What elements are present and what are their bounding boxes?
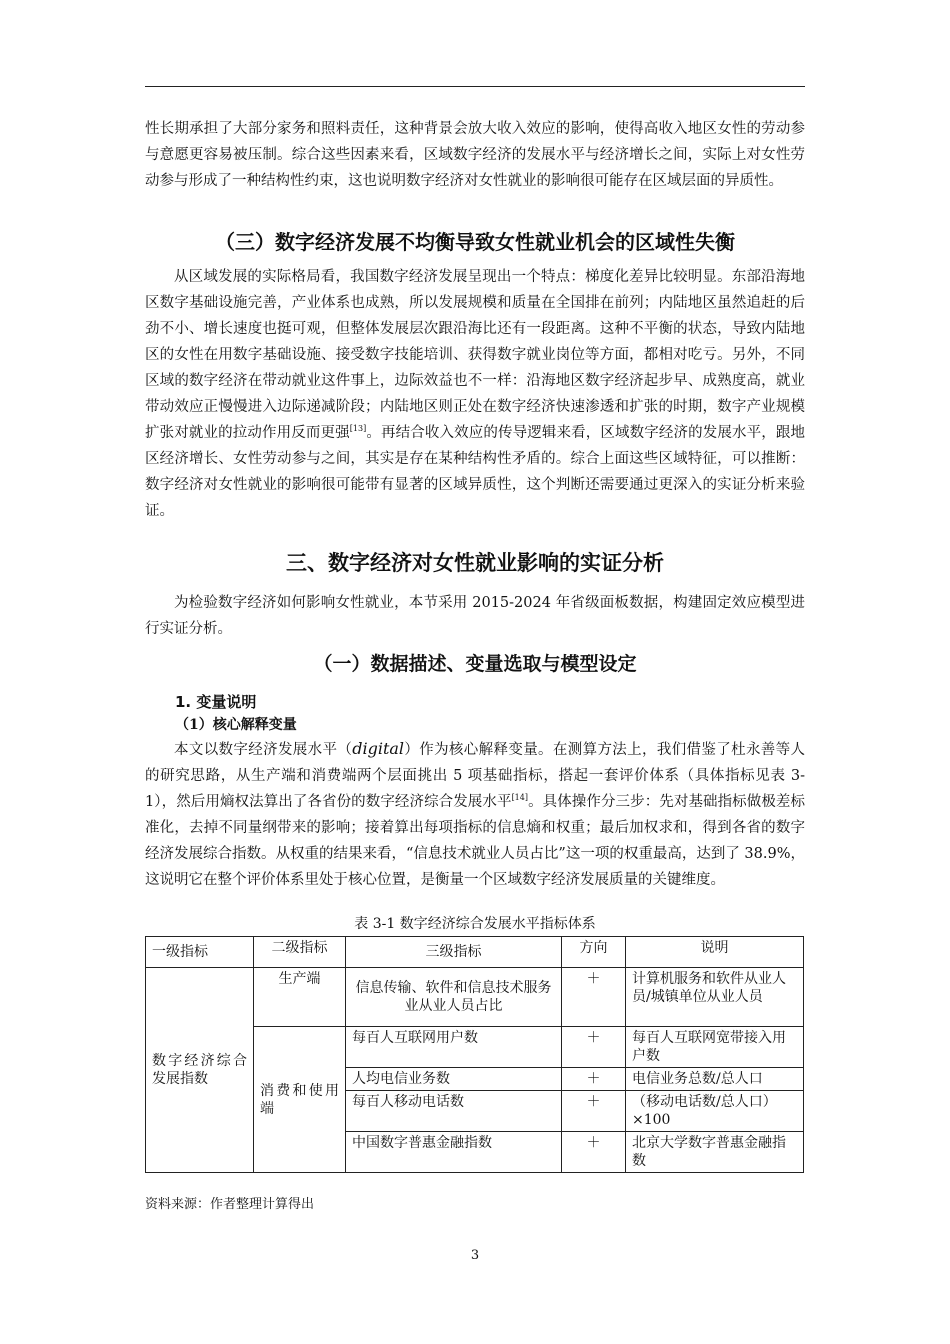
section-3-text-part2: 。再结合收入效应的传导逻辑来看，区域数字经济的发展水平，跟地区经济增长、女性劳动参与之间，其实是存在某种结构性矛盾的。综合上面这些区域特征，可以推断：数字经济对女性就业的影响很可能带有显著的区域异质性，这个判断还需要通过更深入的实证分析来验证。 (145, 425, 806, 519)
header-direction: 方向 (562, 937, 626, 968)
level3-cell: 人均电信业务数 (346, 1068, 562, 1091)
direction-cell: ＋ (562, 1132, 626, 1173)
page-number: 3 (470, 1248, 480, 1263)
level3-cell: 信息传输、软件和信息技术服务业从业人员占比 (346, 968, 562, 1027)
core-variable-text-part1: 本文以数字经济发展水平（ (174, 742, 353, 758)
level2-cell-production: 生产端 (254, 968, 346, 1027)
citation-13[interactable]: [13] (349, 424, 367, 433)
section-3-text-part1: 从区域发展的实际格局看，我国数字经济发展呈现出一个特点：梯度化差异比较明显。东部沿海地区数字基础设施完善，产业体系也成熟，所以发展规模和质量在全国排在前列；内陆地区虽然追赶的后劲不小、增长速度也挺可观，但整体发展层次跟沿海比还有一段距离。这种不平衡的状态，导致内陆地区的女性在用数字基础设施、接受数字技能培训、获得数字就业岗位等方面，都相对吃亏。另外，不同区域的数字经济在带动就业这件事上，边际效益也不一样：沿海地区数字经济起步早、成熟度高，就业带动效应正慢慢进入边际递减阶段；内陆地区则正处在数字经济快速渗透和扩张的时期，数字产业规模扩张对就业的拉动作用反而更强 (145, 269, 805, 441)
note-cell: 电信业务总数/总人口 (626, 1068, 804, 1091)
core-variable-paragraph (145, 736, 805, 893)
header-level2: 二级指标 (254, 937, 346, 968)
citation-14[interactable]: [14] (511, 793, 528, 802)
table-header-row (146, 937, 804, 968)
direction-cell: ＋ (562, 1068, 626, 1091)
table-row (146, 968, 804, 1027)
core-variable-text-part2: ）作为核心解释变量。在测算方法上，我们借鉴了杜永善等人的研究思路，从生产端和消费端两个层面挑出 5 项基础指标，搭起一套评价体系（具体指标见表 3-1），然后用熵权法算出了各省份的数字经济综合发展水平 (145, 742, 806, 810)
section-3-paragraph (145, 264, 805, 524)
variables-heading: 1. 变量说明 (175, 693, 257, 711)
direction-cell: ＋ (562, 1091, 626, 1132)
core-variable-heading: （1）核心解释变量 (175, 717, 297, 733)
header-level1: 一级指标 (146, 937, 254, 968)
note-cell: （移动电话数/总人口）×100 (626, 1091, 804, 1132)
direction-cell: ＋ (562, 1027, 626, 1068)
header-rule (145, 86, 805, 87)
chapter-heading: 三、数字经济对女性就业影响的实证分析 (286, 551, 664, 575)
note-cell: 每百人互联网宽带接入用户数 (626, 1027, 804, 1068)
level3-cell: 每百人互联网用户数 (346, 1027, 562, 1068)
level3-cell: 中国数字普惠金融指数 (346, 1132, 562, 1173)
indicator-table (145, 936, 804, 1173)
note-cell: 计算机服务和软件从业人员/城镇单位从业人员 (626, 968, 804, 1027)
section-heading-3: （三）数字经济发展不均衡导致女性就业机会的区域性失衡 (215, 230, 735, 254)
table-caption: 表 3-1 数字经济综合发展水平指标体系 (354, 916, 596, 932)
core-variable-text-part3: 。具体操作分三步：先对基础指标做极差标准化，去掉不同量纲带来的影响；接着算出每项指标的信息熵和权重；最后加权求和，得到各省的数字经济发展综合指数。从权重的结果来看，“信息技术就业人员占比”这一项的权重最高，达到了 38.9%，这说明它在整个评价体系里处于核心位置，是衡量一个区域数字经济发展质量的关键维度。 (145, 794, 806, 888)
subsection-heading: （一）数据描述、变量选取与模型设定 (313, 653, 637, 675)
header-note: 说明 (626, 937, 804, 968)
table-source-note: 资料来源：作者整理计算得出 (145, 1197, 315, 1212)
variable-digital: digital (352, 739, 405, 758)
intro-paragraph: 性长期承担了大部分家务和照料责任，这种背景会放大收入效应的影响，使得高收入地区女性的劳动参与意愿更容易被压制。综合这些因素来看，区域数字经济的发展水平与经济增长之间，实际上对女性劳动参与形成了一种结构性约束，这也说明数字经济对女性就业的影响很可能存在区域层面的异质性。 (145, 121, 805, 189)
note-cell: 北京大学数字普惠金融指数 (626, 1132, 804, 1173)
level1-cell: 数字经济综合发展指数 (146, 968, 254, 1173)
direction-cell: ＋ (562, 968, 626, 1027)
chapter-intro-paragraph: 为检验数字经济如何影响女性就业，本节采用 2015-2024 年省级面板数据，构建固定效应模型进行实证分析。 (145, 595, 805, 637)
level2-cell-consumption: 消费和使用端 (254, 1027, 346, 1173)
level3-cell: 每百人移动电话数 (346, 1091, 562, 1132)
header-level3: 三级指标 (346, 937, 562, 968)
